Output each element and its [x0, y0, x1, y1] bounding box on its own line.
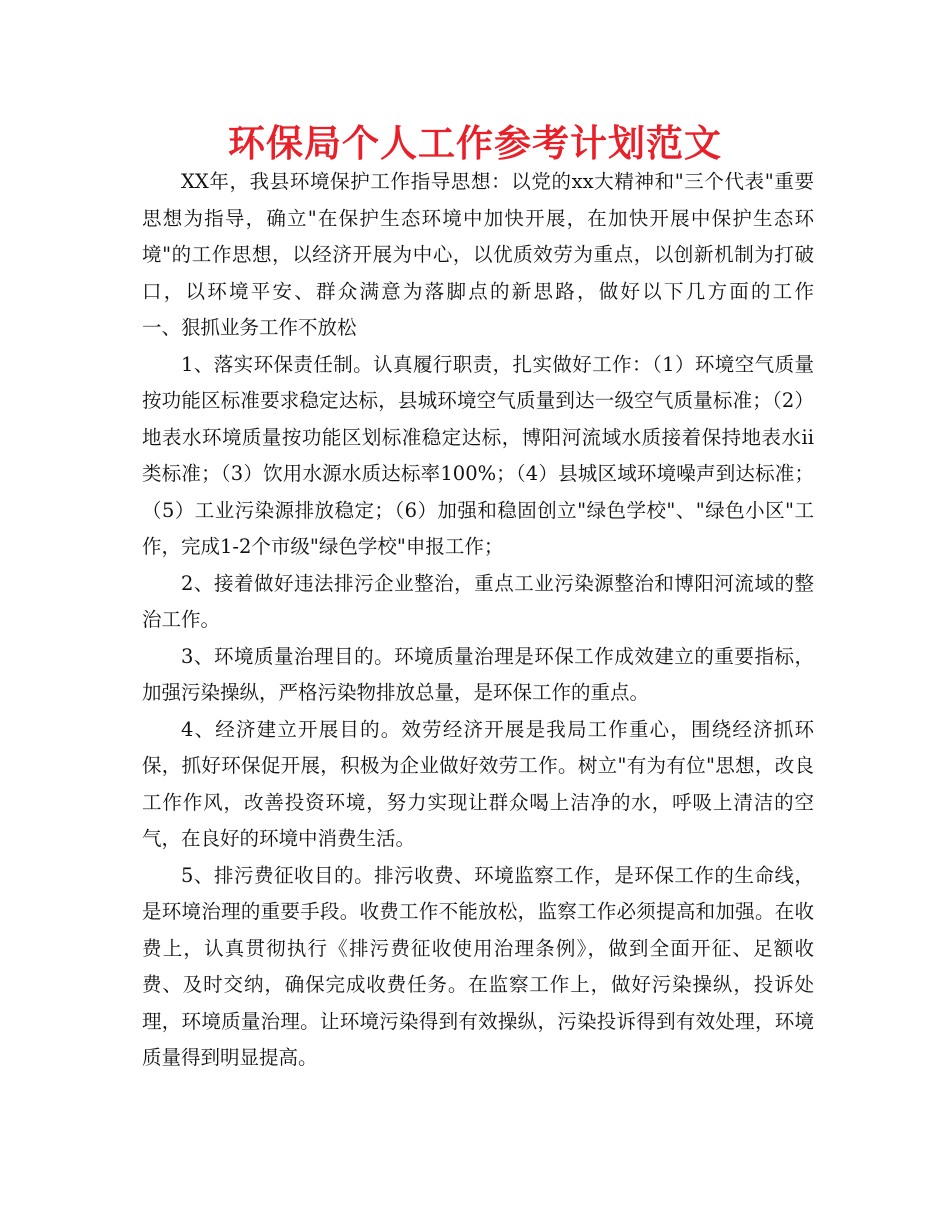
paragraph-item-4: 4、经济建立开展目的。效劳经济开展是我局工作重心，围绕经济抓环保，抓好环保促开展，积极为企业做好效劳工作。树立"有为有位"思想，改良工作作风，改善投资环境，努力实现让群众喝上洁净的水，呼吸上清洁的空气，在良好的环境中消费生活。: [142, 717, 814, 850]
document-body: [142, 164, 854, 1077]
paragraph-item-2: 2、接着做好违法排污企业整治，重点工业污染源整治和博阳河流域的整治工作。: [142, 571, 814, 631]
paragraph-item-3: 3、环境质量治理目的。环境质量治理是环保工作成效建立的重要指标，加强污染操纵，严格污染物排放总量，是环保工作的重点。: [142, 644, 814, 704]
paragraph-intro: XX年，我县环境保护工作指导思想：以党的xx大精神和"三个代表"重要思想为指导，确立"在保护生态环境中加快开展，在加快开展中保护生态环境"的工作思想，以经济开展为中心，以优质效劳为重点，以创新机制为打破口，以环境平安、群众满意为落脚点的新思路，做好以下几方面的工作 一、狠抓业务工作不放松: [142, 170, 854, 339]
document-title: 环保局个人工作参考计划范文: [228, 122, 722, 165]
paragraph-item-1: 1、落实环保责任制。认真履行职责，扎实做好工作：（1）环境空气质量按功能区标准要求稳定达标，县城环境空气质量到达一级空气质量标准；（2）地表水环境质量按功能区划标准稳定达标，博阳河流域水质接着保持地表水ii类标准；（3）饮用水源水质达标率100%；（4）县城区域环境噪声到达标准；（5）工业污染源排放稳定；（6）加强和稳固创立"绿色学校"、"绿色小区"工作，完成1-2个市级"绿色学校"申报工作；: [142, 352, 814, 558]
paragraph-item-5: 5、排污费征收目的。排污收费、环境监察工作，是环保工作的生命线，是环境治理的重要手段。收费工作不能放松，监察工作必须提高和加强。在收费上，认真贯彻执行《排污费征收使用治理条例》，做到全面开征、足额收费、及时交纳，确保完成收费任务。在监察工作上，做好污染操纵，投诉处理，环境质量治理。让环境污染得到有效操纵，污染投诉得到有效处理，环境质量得到明显提高。: [142, 863, 814, 1069]
